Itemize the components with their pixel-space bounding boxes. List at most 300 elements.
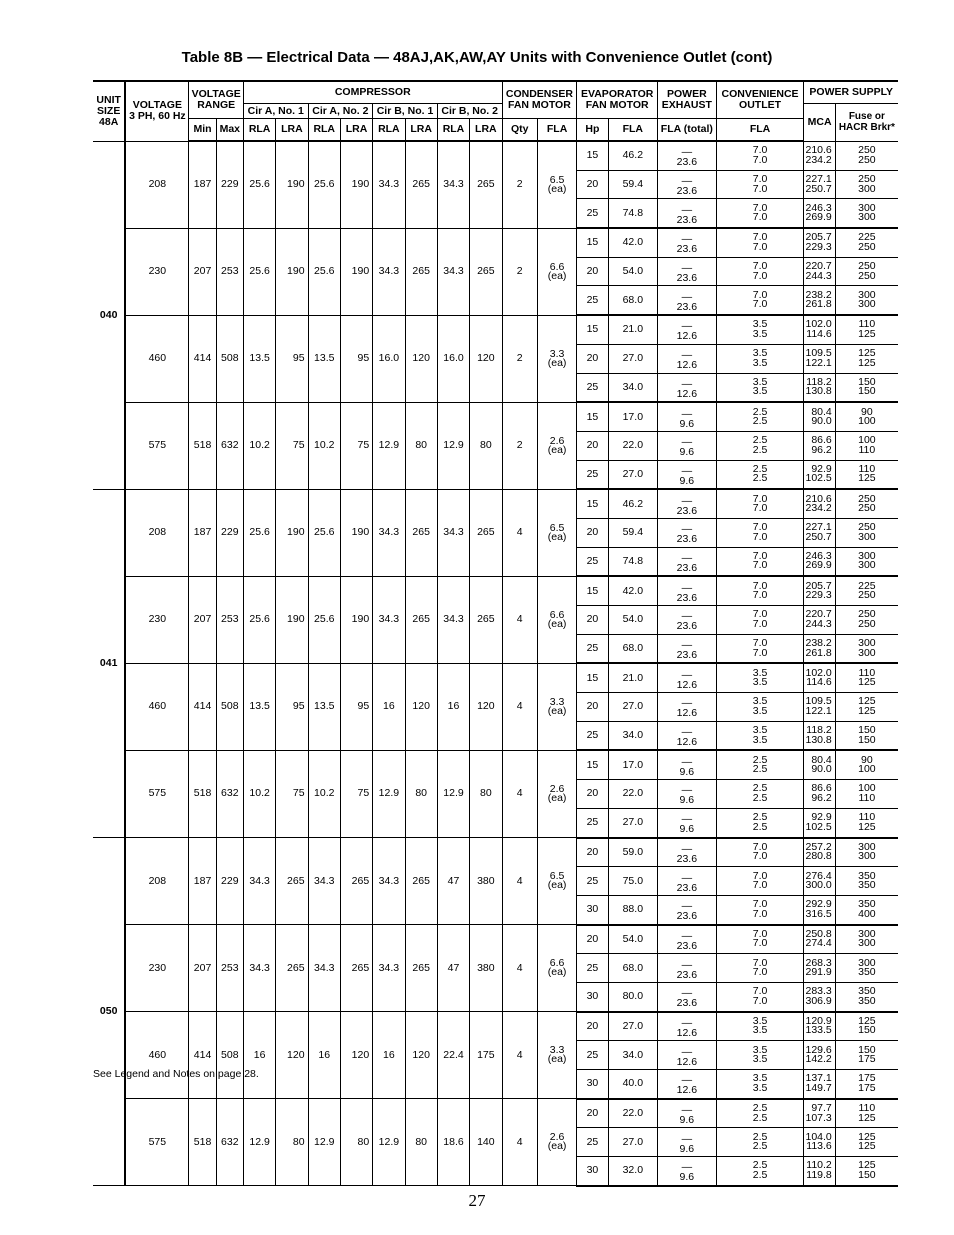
- table-row: [93, 750, 898, 779]
- cir-b1-lra-cell: 80: [405, 1099, 437, 1186]
- cir-b1-lra-cell: 265: [405, 489, 437, 576]
- power-exhaust-cell-top: —: [681, 697, 693, 710]
- voltage-min-cell: 414: [189, 663, 216, 750]
- fuse-cell-bottom: 300: [858, 937, 876, 950]
- mca-cell-top: 118.2: [806, 375, 832, 388]
- voltage-max-cell: 508: [216, 315, 243, 402]
- power-exhaust-cell-bottom: 9.6: [679, 1171, 695, 1184]
- cir-a1-lra-cell: 265: [276, 838, 308, 925]
- power-exhaust-cell-bottom: 12.6: [676, 1026, 698, 1039]
- convenience-outlet-cell-bottom: 2.5: [752, 443, 768, 456]
- cir-b2-lra-cell: 265: [470, 228, 502, 315]
- convenience-outlet-cell-top: 3.5: [752, 724, 768, 737]
- evaporator-hp-cell: 25: [577, 808, 608, 837]
- fuse-cell-top: 110: [858, 1102, 876, 1115]
- mca-cell-top: 283.3: [805, 985, 832, 998]
- power-exhaust-cell: [658, 750, 717, 779]
- evaporator-hp-cell: 20: [577, 257, 608, 286]
- evaporator-fla-cell: 22.0: [608, 780, 657, 809]
- condenser-fla-cell: [537, 228, 576, 315]
- fuse-cell: [835, 721, 898, 750]
- fuse-cell-top: 125: [858, 347, 876, 360]
- fuse-cell: [835, 750, 898, 779]
- cir-b2-lra-cell: 380: [470, 838, 502, 925]
- convenience-outlet-cell-top: 7.0: [752, 492, 768, 505]
- convenience-outlet-cell-top: 2.5: [752, 1130, 768, 1143]
- convenience-outlet-cell-bottom: 2.5: [752, 1111, 768, 1124]
- power-exhaust-cell: [658, 199, 717, 228]
- header-rla: RLA: [243, 119, 275, 142]
- power-exhaust-cell-top: —: [681, 1104, 693, 1117]
- power-exhaust-cell-bottom: 23.6: [676, 997, 698, 1010]
- mca-cell-bottom: 274.4: [805, 937, 832, 950]
- mca-cell: [804, 1070, 835, 1099]
- fuse-cell: [835, 982, 898, 1011]
- mca-cell-top: 120.9: [805, 1014, 832, 1027]
- convenience-outlet-cell: [716, 460, 804, 489]
- evaporator-fla-cell: 27.0: [608, 1128, 657, 1157]
- power-exhaust-cell: [658, 1099, 717, 1128]
- fuse-cell: [835, 780, 898, 809]
- fuse-cell-bottom: 300: [858, 182, 876, 195]
- convenience-outlet-cell: [716, 606, 804, 635]
- evaporator-fla-cell: 80.0: [608, 982, 657, 1011]
- mca-cell: [804, 750, 835, 779]
- power-exhaust-cell: [658, 895, 717, 924]
- mca-cell-top: 92.9: [811, 811, 832, 824]
- fuse-cell-top: 250: [858, 260, 876, 273]
- power-exhaust-cell: [658, 518, 717, 547]
- fuse-cell: [835, 1012, 898, 1041]
- mca-cell-bottom: 122.1: [805, 704, 832, 717]
- convenience-outlet-cell-bottom: 2.5: [752, 415, 768, 428]
- power-exhaust-cell-bottom: 23.6: [676, 939, 698, 952]
- mca-cell-top: 246.3: [805, 549, 832, 562]
- convenience-outlet-cell-top: 3.5: [752, 318, 768, 331]
- convenience-outlet-cell-bottom: 2.5: [752, 1140, 768, 1153]
- power-exhaust-cell-top: —: [681, 175, 693, 188]
- fuse-cell-bottom: 150: [858, 1024, 876, 1037]
- power-exhaust-cell-bottom: 23.6: [676, 649, 698, 662]
- condenser-fla-each: (ea): [547, 879, 567, 892]
- power-exhaust-cell: [658, 257, 717, 286]
- evaporator-fla-cell: 75.0: [608, 867, 657, 896]
- evaporator-hp-cell: 25: [577, 867, 608, 896]
- mca-cell-bottom: 133.5: [805, 1024, 832, 1037]
- header-fla: FLA: [537, 119, 576, 142]
- power-exhaust-cell-top: —: [681, 233, 693, 246]
- cir-a1-rla-cell: 10.2: [243, 402, 275, 489]
- header-mca: MCA: [804, 104, 835, 142]
- evaporator-hp-cell: 20: [577, 518, 608, 547]
- fuse-cell: [835, 286, 898, 315]
- evaporator-hp-cell: 15: [577, 663, 608, 692]
- fuse-cell-bottom: 250: [858, 153, 876, 166]
- evaporator-fla-cell: 21.0: [608, 663, 657, 692]
- evaporator-hp-cell: 20: [577, 431, 608, 460]
- mca-cell-top: 246.3: [805, 201, 832, 214]
- convenience-outlet-cell-bottom: 7.0: [752, 589, 768, 602]
- mca-cell: [804, 1099, 835, 1128]
- fuse-cell: [835, 925, 898, 954]
- convenience-outlet-cell-bottom: 7.0: [752, 559, 768, 572]
- cir-b1-lra-cell: 265: [405, 228, 437, 315]
- header-lra: LRA: [340, 119, 372, 142]
- mca-cell: [804, 199, 835, 228]
- cir-a2-lra-cell: 75: [340, 750, 372, 837]
- power-exhaust-cell: [658, 925, 717, 954]
- power-exhaust-cell-bottom: 9.6: [679, 474, 695, 487]
- fuse-cell-bottom: 125: [858, 472, 876, 485]
- fuse-cell-top: 350: [858, 869, 876, 882]
- convenience-outlet-cell-top: 2.5: [752, 811, 768, 824]
- header-fuse: Fuse or HACR Brkr*: [835, 104, 898, 142]
- convenience-outlet-cell: [716, 808, 804, 837]
- header-compressor: COMPRESSOR: [243, 81, 502, 104]
- header-power-exhaust: POWER EXHAUST: [658, 81, 717, 119]
- condenser-qty-cell: 2: [502, 315, 537, 402]
- convenience-outlet-cell-top: 7.0: [752, 201, 768, 214]
- mca-cell: [804, 925, 835, 954]
- evaporator-fla-cell: 46.2: [608, 141, 657, 170]
- cir-b1-rla-cell: 34.3: [373, 489, 405, 576]
- convenience-outlet-cell: [716, 431, 804, 460]
- fuse-cell-top: 250: [858, 173, 876, 186]
- power-exhaust-cell-top: —: [681, 784, 693, 797]
- mca-cell-bottom: 107.3: [805, 1111, 832, 1124]
- evaporator-fla-cell: 17.0: [608, 402, 657, 431]
- voltage-min-cell: 518: [189, 750, 216, 837]
- condenser-qty-cell: 4: [502, 925, 537, 1012]
- condenser-fla-each: (ea): [547, 791, 567, 804]
- power-exhaust-cell-bottom: 12.6: [676, 1055, 698, 1068]
- mca-cell: [804, 606, 835, 635]
- convenience-outlet-cell-bottom: 7.0: [752, 879, 768, 892]
- header-fla-total: FLA (total): [658, 119, 717, 142]
- convenience-outlet-cell-bottom: 7.0: [752, 994, 768, 1007]
- cir-a2-rla-cell: 16: [308, 1012, 340, 1099]
- condenser-fla-each: (ea): [547, 617, 567, 630]
- fuse-cell-top: 300: [858, 637, 876, 650]
- table-row: [93, 838, 898, 867]
- power-exhaust-cell-bottom: 23.6: [676, 881, 698, 894]
- fuse-cell-bottom: 100: [858, 415, 876, 428]
- convenience-outlet-cell: [716, 721, 804, 750]
- power-exhaust-cell: [658, 693, 717, 722]
- footnote: See Legend and Notes on page 28.: [93, 1068, 259, 1080]
- evaporator-hp-cell: 25: [577, 1041, 608, 1070]
- fuse-cell-bottom: 400: [858, 907, 876, 920]
- header-cir-b2: Cir B, No. 2: [437, 104, 502, 119]
- cir-b2-rla-cell: 34.3: [437, 576, 469, 663]
- power-exhaust-cell-bottom: 23.6: [676, 156, 698, 169]
- convenience-outlet-cell: [716, 780, 804, 809]
- cir-b2-lra-cell: 380: [470, 925, 502, 1012]
- convenience-outlet-cell-bottom: 3.5: [752, 733, 768, 746]
- condenser-fla-value: 6.6: [549, 608, 565, 621]
- cir-b2-lra-cell: 265: [470, 141, 502, 228]
- convenience-outlet-cell-top: 7.0: [752, 549, 768, 562]
- mca-cell: [804, 489, 835, 518]
- convenience-outlet-cell-bottom: 2.5: [752, 763, 768, 776]
- fuse-cell: [835, 867, 898, 896]
- cir-b1-rla-cell: 16.0: [373, 315, 405, 402]
- cir-a2-lra-cell: 95: [340, 315, 372, 402]
- mca-cell-top: 250.8: [805, 927, 832, 940]
- power-exhaust-cell-bottom: 9.6: [679, 823, 695, 836]
- convenience-outlet-cell: [716, 663, 804, 692]
- cir-b1-lra-cell: 80: [405, 750, 437, 837]
- fuse-cell-bottom: 250: [858, 502, 876, 515]
- convenience-outlet-cell-bottom: 3.5: [752, 1024, 768, 1037]
- convenience-outlet-cell: [716, 141, 804, 170]
- mca-cell: [804, 576, 835, 605]
- fuse-cell: [835, 606, 898, 635]
- condenser-fla-value: 2.6: [549, 782, 565, 795]
- convenience-outlet-cell: [716, 228, 804, 257]
- mca-cell: [804, 518, 835, 547]
- convenience-outlet-cell: [716, 199, 804, 228]
- evaporator-fla-cell: 34.0: [608, 721, 657, 750]
- evaporator-fla-cell: 59.4: [608, 518, 657, 547]
- mca-cell-top: 104.0: [805, 1130, 832, 1143]
- condenser-fla-each: (ea): [547, 1053, 567, 1066]
- power-exhaust-cell: [658, 315, 717, 344]
- convenience-outlet-cell-top: 7.0: [752, 579, 768, 592]
- mca-cell: [804, 1041, 835, 1070]
- cir-b1-lra-cell: 120: [405, 315, 437, 402]
- mca-cell-top: 257.2: [805, 840, 832, 853]
- evaporator-hp-cell: 25: [577, 547, 608, 576]
- evaporator-fla-cell: 74.8: [608, 547, 657, 576]
- condenser-fla-value: 6.5: [549, 870, 565, 883]
- evaporator-hp-cell: 15: [577, 315, 608, 344]
- header-rla: RLA: [373, 119, 405, 142]
- convenience-outlet-cell-top: 3.5: [752, 347, 768, 360]
- mca-cell: [804, 838, 835, 867]
- mca-cell: [804, 634, 835, 663]
- convenience-outlet-cell-top: 3.5: [752, 695, 768, 708]
- condenser-fla-value: 6.6: [549, 260, 565, 273]
- convenience-outlet-cell-top: 7.0: [752, 288, 768, 301]
- power-exhaust-cell-top: —: [681, 377, 693, 390]
- voltage-cell: 208: [125, 489, 189, 576]
- fuse-cell-bottom: 150: [858, 733, 876, 746]
- cir-a2-lra-cell: 75: [340, 402, 372, 489]
- evaporator-fla-cell: 68.0: [608, 954, 657, 983]
- convenience-outlet-cell: [716, 838, 804, 867]
- mca-cell-bottom: 114.6: [806, 676, 832, 689]
- power-exhaust-cell: [658, 1070, 717, 1099]
- convenience-outlet-cell-bottom: 7.0: [752, 937, 768, 950]
- header-voltage: [125, 81, 189, 141]
- header-max: Max: [216, 119, 243, 142]
- power-exhaust-cell-top: —: [681, 436, 693, 449]
- fuse-cell-bottom: 125: [858, 704, 876, 717]
- mca-cell: [804, 547, 835, 576]
- convenience-outlet-cell-bottom: 3.5: [752, 676, 768, 689]
- power-exhaust-cell-bottom: 23.6: [676, 300, 698, 313]
- mca-cell-top: 102.0: [805, 666, 832, 679]
- convenience-outlet-cell: [716, 1128, 804, 1157]
- table-row: [93, 663, 898, 692]
- mca-cell-bottom: 250.7: [805, 182, 832, 195]
- power-exhaust-cell-top: —: [681, 581, 693, 594]
- condenser-fla-each: (ea): [547, 530, 567, 543]
- voltage-cell: 230: [125, 228, 189, 315]
- electrical-data-table: [93, 80, 898, 1187]
- convenience-outlet-cell-bottom: 7.0: [752, 153, 768, 166]
- power-exhaust-cell-bottom: 12.6: [676, 1084, 698, 1097]
- power-exhaust-cell-top: —: [681, 668, 693, 681]
- cir-b2-lra-cell: 140: [470, 1099, 502, 1186]
- power-exhaust-cell-bottom: 23.6: [676, 852, 698, 865]
- fuse-cell-bottom: 125: [858, 356, 876, 369]
- header-cir-a2: Cir A, No. 2: [308, 104, 373, 119]
- voltage-cell: 230: [125, 925, 189, 1012]
- convenience-outlet-cell-bottom: 7.0: [752, 530, 768, 543]
- power-exhaust-cell-bottom: 12.6: [676, 678, 698, 691]
- condenser-fla-value: 2.6: [549, 1131, 565, 1144]
- condenser-fla-each: (ea): [547, 1140, 567, 1153]
- power-exhaust-cell: [658, 170, 717, 199]
- mca-cell-bottom: 234.2: [805, 502, 832, 515]
- evaporator-fla-cell: 42.0: [608, 576, 657, 605]
- table-body: [93, 141, 898, 1186]
- fuse-cell: [835, 1128, 898, 1157]
- fuse-cell-bottom: 300: [858, 298, 876, 311]
- power-exhaust-cell-top: —: [681, 1045, 693, 1058]
- fuse-cell-top: 175: [858, 1072, 876, 1085]
- mca-cell: [804, 808, 835, 837]
- mca-cell-top: 80.4: [811, 405, 832, 418]
- cir-a1-lra-cell: 120: [276, 1012, 308, 1099]
- convenience-outlet-cell-top: 3.5: [752, 375, 768, 388]
- fuse-cell-bottom: 175: [858, 1081, 876, 1094]
- fuse-cell: [835, 576, 898, 605]
- cir-a1-rla-cell: 25.6: [243, 489, 275, 576]
- fuse-cell-top: 110: [858, 318, 876, 331]
- fuse-cell: [835, 808, 898, 837]
- mca-cell-top: 292.9: [805, 898, 832, 911]
- power-exhaust-cell-bottom: 9.6: [679, 794, 695, 807]
- power-exhaust-cell: [658, 1157, 717, 1186]
- convenience-outlet-cell: [716, 750, 804, 779]
- cir-b2-rla-cell: 16: [437, 663, 469, 750]
- cir-b1-rla-cell: 12.9: [373, 1099, 405, 1186]
- convenience-outlet-cell: [716, 489, 804, 518]
- convenience-outlet-cell-bottom: 7.0: [752, 182, 768, 195]
- power-exhaust-cell-top: —: [681, 958, 693, 971]
- cir-a2-rla-cell: 12.9: [308, 1099, 340, 1186]
- power-exhaust-cell-top: —: [681, 1016, 693, 1029]
- cir-a1-lra-cell: 95: [276, 663, 308, 750]
- condenser-fla-value: 3.3: [549, 347, 565, 360]
- power-exhaust-cell-bottom: 12.6: [676, 707, 698, 720]
- fuse-cell-top: 250: [858, 144, 876, 157]
- fuse-cell-top: 150: [858, 1043, 876, 1056]
- power-exhaust-cell-bottom: 23.6: [676, 504, 698, 517]
- fuse-cell: [835, 373, 898, 402]
- cir-b1-rla-cell: 34.3: [373, 141, 405, 228]
- fuse-cell-bottom: 300: [858, 211, 876, 224]
- cir-b1-rla-cell: 34.3: [373, 228, 405, 315]
- cir-a2-rla-cell: 13.5: [308, 315, 340, 402]
- voltage-max-cell: 253: [216, 228, 243, 315]
- evaporator-fla-cell: 17.0: [608, 750, 657, 779]
- evaporator-hp-cell: 15: [577, 576, 608, 605]
- cir-a2-lra-cell: 95: [340, 663, 372, 750]
- cir-b1-lra-cell: 265: [405, 141, 437, 228]
- mca-cell-bottom: 96.2: [811, 791, 832, 804]
- voltage-max-cell: 632: [216, 402, 243, 489]
- fuse-cell-top: 225: [858, 231, 876, 244]
- mca-cell-top: 109.5: [805, 695, 832, 708]
- power-exhaust-cell-top: —: [681, 349, 693, 362]
- power-exhaust-cell: [658, 1128, 717, 1157]
- fuse-cell: [835, 634, 898, 663]
- convenience-outlet-cell-top: 2.5: [752, 753, 768, 766]
- cir-a1-rla-cell: 10.2: [243, 750, 275, 837]
- voltage-min-cell: 414: [189, 1012, 216, 1099]
- voltage-max-cell: 253: [216, 925, 243, 1012]
- mca-cell-bottom: 261.8: [805, 646, 832, 659]
- condenser-qty-cell: 4: [502, 750, 537, 837]
- fuse-cell: [835, 431, 898, 460]
- mca-cell: [804, 780, 835, 809]
- fuse-cell-top: 100: [858, 782, 876, 795]
- fuse-cell-top: 110: [858, 666, 876, 679]
- power-exhaust-cell-top: —: [681, 262, 693, 275]
- condenser-fla-each: (ea): [547, 443, 567, 456]
- convenience-outlet-cell: [716, 1070, 804, 1099]
- convenience-outlet-cell: [716, 576, 804, 605]
- evaporator-hp-cell: 30: [577, 982, 608, 1011]
- evaporator-fla-cell: 34.0: [608, 373, 657, 402]
- voltage-min-cell: 207: [189, 576, 216, 663]
- mca-cell-top: 118.2: [806, 724, 832, 737]
- power-exhaust-cell: [658, 547, 717, 576]
- power-exhaust-cell-bottom: 23.6: [676, 620, 698, 633]
- cir-a2-rla-cell: 10.2: [308, 402, 340, 489]
- evaporator-hp-cell: 20: [577, 780, 608, 809]
- header-fla: FLA: [716, 119, 804, 142]
- mca-cell: [804, 982, 835, 1011]
- power-exhaust-cell-bottom: 23.6: [676, 561, 698, 574]
- mca-cell: [804, 1128, 835, 1157]
- convenience-outlet-cell: [716, 925, 804, 954]
- condenser-qty-cell: 4: [502, 489, 537, 576]
- convenience-outlet-cell: [716, 402, 804, 431]
- header-rla: RLA: [308, 119, 340, 142]
- voltage-min-cell: 187: [189, 141, 216, 228]
- fuse-cell: [835, 257, 898, 286]
- voltage-min-cell: 207: [189, 925, 216, 1012]
- convenience-outlet-cell: [716, 518, 804, 547]
- mca-cell-top: 137.1: [805, 1072, 832, 1085]
- fuse-cell-bottom: 125: [858, 676, 876, 689]
- mca-cell-bottom: 96.2: [811, 443, 832, 456]
- fuse-cell-bottom: 350: [858, 879, 876, 892]
- mca-cell-bottom: 234.2: [805, 153, 832, 166]
- mca-cell-bottom: 229.3: [805, 589, 832, 602]
- table-row: [93, 1012, 898, 1041]
- convenience-outlet-cell-bottom: 7.0: [752, 269, 768, 282]
- header-fla: FLA: [608, 119, 657, 142]
- page-number: 27: [468, 1191, 486, 1210]
- cir-a2-lra-cell: 190: [340, 576, 372, 663]
- convenience-outlet-cell: [716, 1012, 804, 1041]
